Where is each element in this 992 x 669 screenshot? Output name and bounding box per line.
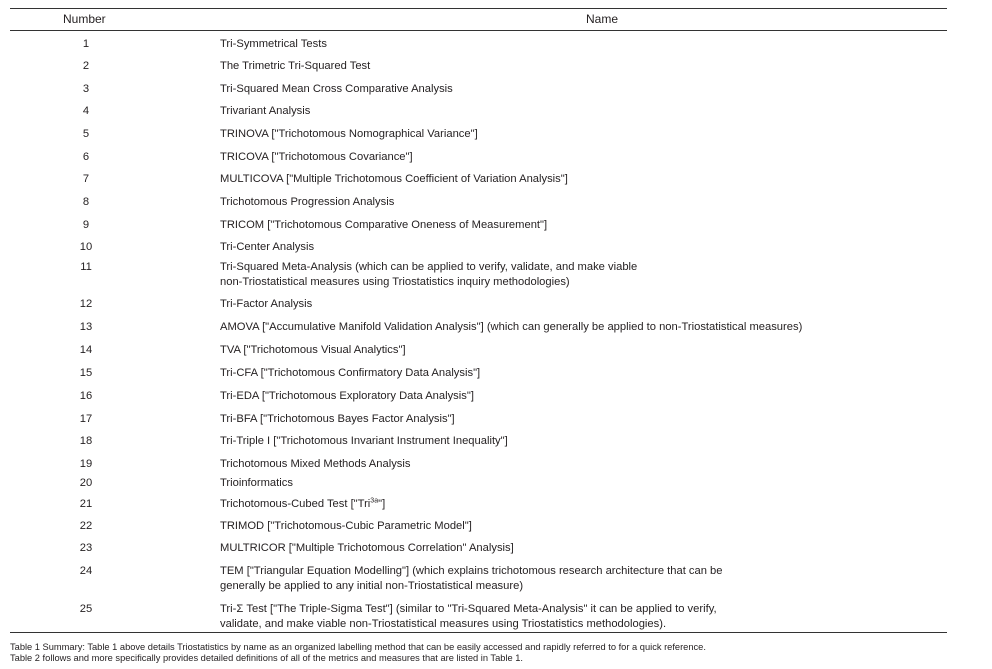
row-name: Tri-Symmetrical Tests — [220, 38, 327, 50]
row-number: 9 — [82, 219, 90, 231]
row-number: 23 — [79, 542, 93, 554]
row-name: Trichotomous Progression Analysis — [220, 196, 395, 208]
row-number: 12 — [79, 298, 93, 310]
row-name: TRICOM ["Trichotomous Comparative Oneness of Measurement"] — [220, 219, 548, 231]
row-name: TRINOVA ["Trichotomous Nomographical Variance"] — [220, 128, 478, 140]
row-number: 24 — [79, 565, 93, 577]
row-number: 10 — [79, 241, 93, 253]
row-number: 13 — [79, 321, 93, 333]
number-column-header: Number — [63, 12, 106, 26]
row-name — [220, 497, 940, 512]
row-name: Tri-Triple I ["Trichotomous Invariant Instrument Inequality"] — [220, 435, 508, 447]
row-number: 15 — [79, 367, 93, 379]
row-number: 8 — [82, 196, 90, 208]
footnote-line-2: Table 2 follows and more specifically provides detailed definitions of all of the metrics and measures that are listed in Table 1. — [10, 653, 523, 663]
row-number: 19 — [79, 458, 93, 470]
row-name: Tri-Center Analysis — [220, 241, 315, 253]
row-name: Tri-Squared Mean Cross Comparative Analysis — [220, 83, 453, 95]
row-number: 3 — [82, 83, 90, 95]
row-number: 4 — [82, 105, 90, 117]
row-name: MULTRICOR ["Multiple Trichotomous Correlation" Analysis] — [220, 542, 514, 554]
row-name: Tri-Factor Analysis — [220, 298, 313, 310]
row-number: 21 — [79, 498, 93, 510]
row-name: Tri-Σ Test ["The Triple-Sigma Test"] (similar to "Tri-Squared Meta-Analysis" it can be applied to verify, validate, and make viable non-Triostatistical measures using Triostatistics methodologies). — [220, 603, 717, 630]
row-number: 6 — [82, 151, 90, 163]
row-name: AMOVA ["Accumulative Manifold Validation Analysis"] (which can generally be applied to non-Triostatistical measures) — [220, 321, 803, 333]
row-name: Tri-Squared Meta-Analysis (which can be applied to verify, validate, and make viable non-Triostatistical measures using Triostatistics inquiry methodologies) — [220, 261, 638, 288]
row-number: 14 — [79, 344, 93, 356]
row-name: Tri-EDA ["Trichotomous Exploratory Data Analysis"] — [220, 390, 474, 402]
superscript: 3a — [370, 497, 379, 505]
row-name: Trivariant Analysis — [220, 105, 311, 117]
row-number: 25 — [79, 603, 93, 615]
row-name: Trioinformatics — [220, 477, 293, 489]
row-name: The Trimetric Tri-Squared Test — [220, 60, 371, 72]
triostatistics-table — [10, 8, 947, 633]
table-footnote — [10, 642, 980, 664]
name-column-header: Name — [586, 12, 619, 26]
row-name: TRICOVA ["Trichotomous Covariance"] — [220, 151, 413, 163]
row-name-text: Trichotomous-Cubed Test ["Tri — [220, 498, 371, 510]
row-name: Trichotomous Mixed Methods Analysis — [220, 458, 411, 470]
row-number: 7 — [82, 173, 90, 185]
row-name: MULTICOVA ["Multiple Trichotomous Coefficient of Variation Analysis"] — [220, 173, 568, 185]
row-name: Tri-CFA ["Trichotomous Confirmatory Data Analysis"] — [220, 367, 481, 379]
row-number: 2 — [82, 60, 90, 72]
row-name: TRIMOD ["Trichotomous-Cubic Parametric Model"] — [220, 520, 472, 532]
row-number: 17 — [79, 413, 93, 425]
row-number: 16 — [79, 390, 93, 402]
row-name-text-after: "] — [378, 498, 386, 510]
row-name: Tri-BFA ["Trichotomous Bayes Factor Analysis"] — [220, 413, 455, 425]
row-number: 5 — [82, 128, 90, 140]
row-number: 18 — [79, 435, 93, 447]
row-number: 22 — [79, 520, 93, 532]
row-name: TVA ["Trichotomous Visual Analytics"] — [220, 344, 406, 356]
footnote-line-1: Table 1 Summary: Table 1 above details Triostatistics by name as an organized labelling method that can be easily accessed and rapidly referred to for a quick reference. — [10, 642, 706, 652]
row-number: 20 — [79, 477, 93, 489]
row-name: TEM ["Triangular Equation Modelling"] (which explains trichotomous research architecture that can be generally be applied to any initial non-Triostatistical measure) — [220, 565, 723, 592]
table-header — [10, 9, 947, 31]
row-number: 11 — [80, 261, 92, 273]
row-number: 1 — [82, 38, 90, 50]
